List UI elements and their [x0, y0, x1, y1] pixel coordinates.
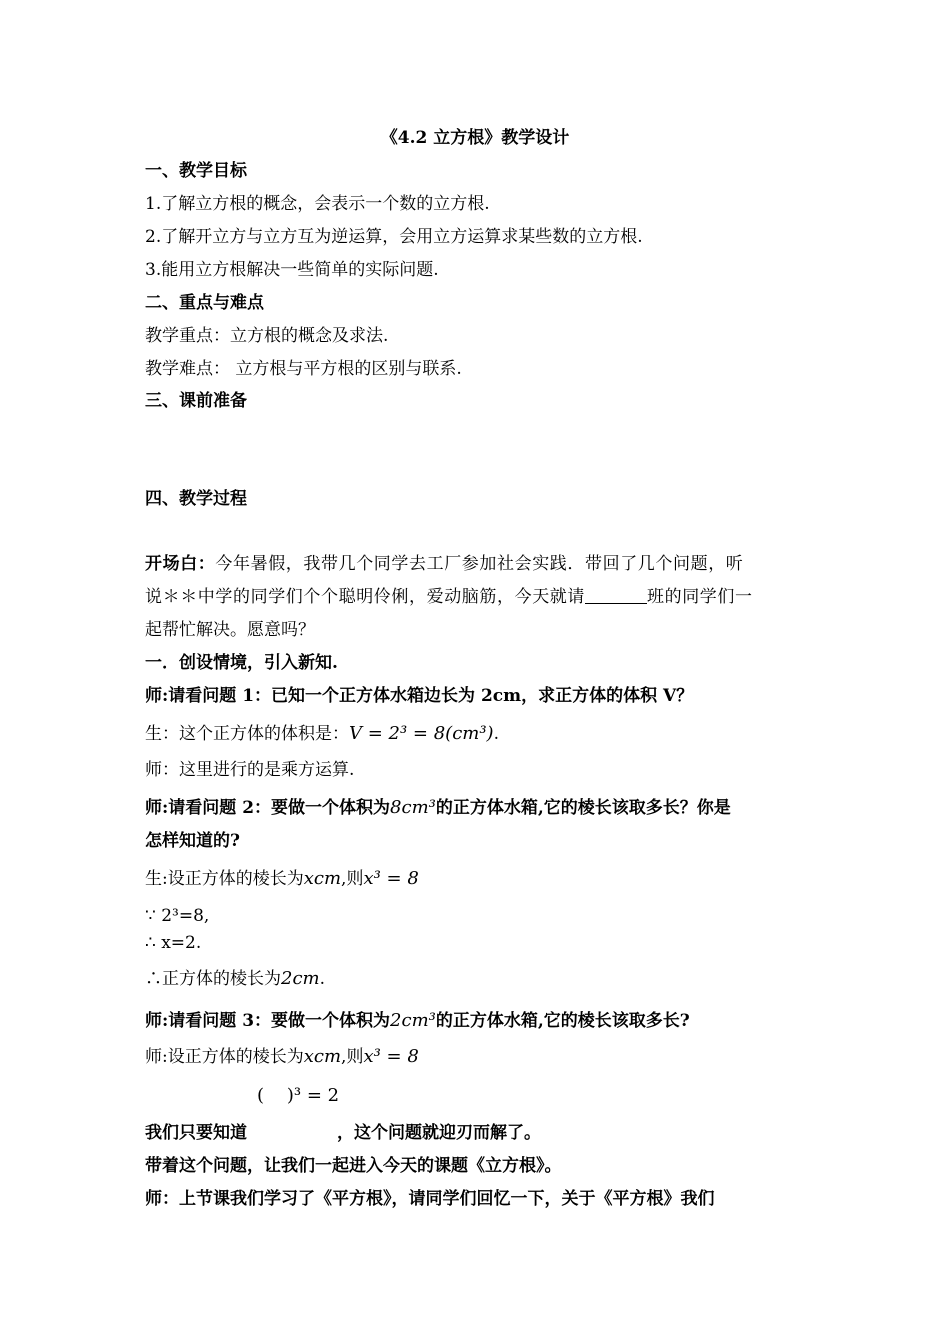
question-2-text-a: 师:请看问题 2：要做一个体积为 [145, 798, 391, 818]
review-line: 师：上节课我们学习了《平方根》，请同学们回忆一下，关于《平方根》我们 [145, 1189, 715, 1209]
teacher-answer-eq: x³ = 8 [363, 1046, 419, 1067]
teacher-answer [145, 1046, 419, 1068]
answer-1 [145, 723, 499, 745]
question-2-volume: 8cm³ [390, 797, 436, 818]
conclusion-end: . [319, 969, 326, 989]
section-heading-key-points: 二、重点与难点 [145, 293, 264, 313]
opening-line-2 [145, 586, 753, 608]
key-point: 教学重点：立方根的概念及求法. [145, 326, 389, 346]
opening-label: 开场白： [145, 554, 216, 574]
question-2-line-1 [145, 797, 731, 819]
question-3 [145, 1010, 690, 1032]
question-3-volume: 2cm³ [390, 1010, 436, 1031]
answer-1-text: 生：这个正方体的体积是： [145, 724, 349, 744]
conclusion-value: 2cm [281, 968, 320, 989]
student-answer-text-a: 生:设正方体的棱长为 [145, 869, 304, 889]
opening-text-1: 今年暑假，我带几个同学去工厂参加社会实践．带回了几个问题，听 [215, 554, 744, 574]
section-heading-objectives: 一、教学目标 [145, 161, 247, 181]
know-text-b: ，这个问题就迎刃而解了。 [337, 1123, 541, 1143]
question-3-text-b: 的正方体水箱,它的棱长该取多长? [435, 1011, 690, 1031]
question-1: 师:请看问题 1：已知一个正方体水箱边长为 2cm，求正方体的体积 V？ [145, 686, 694, 706]
opening-line-3: 起帮忙解决。愿意吗？ [145, 620, 315, 640]
topic-line: 带着这个问题，让我们一起进入今天的课题《立方根》。 [145, 1156, 562, 1176]
because-line: ∵ 2³=8, [145, 906, 210, 926]
objective-2: 2.了解开立方与立方互为逆运算，会用立方运算求某些数的立方根. [145, 227, 643, 247]
student-answer-var: xcm [303, 868, 342, 889]
answer-1-end: . [493, 724, 499, 744]
class-blank [585, 586, 647, 604]
teacher-answer-text-b: ,则 [341, 1047, 364, 1067]
conclusion-line [145, 968, 325, 990]
section-heading-preparation: 三、课前准备 [145, 391, 247, 411]
difficulty: 教学难点： 立方根与平方根的区别与联系. [145, 359, 462, 379]
document-title: 《4.2 立方根》教学设计 [380, 128, 570, 148]
question-2-line-2: 怎样知道的? [145, 831, 240, 851]
opening-text-2b: 班的同学们一 [647, 587, 753, 607]
answer-1-note: 师：这里进行的是乘方运算. [145, 760, 355, 780]
student-answer [145, 868, 419, 890]
student-answer-text-b: ,则 [341, 869, 364, 889]
conclusion-text: ∴正方体的棱长为 [145, 969, 281, 989]
volume-formula: V = 2³ = 8(cm³) [349, 723, 494, 744]
section-heading-process: 四、教学过程 [145, 489, 247, 509]
opening-line-1 [145, 553, 743, 575]
opening-text-2a: 说＊＊中学的同学们个个聪明伶俐，爱动脑筋，今天就请 [145, 587, 585, 607]
objective-3: 3.能用立方根解决一些简单的实际问题. [145, 260, 439, 280]
question-2-text-b: 的正方体水箱,它的棱长该取多长？你是 [435, 798, 731, 818]
blank-equation: ( )³ = 2 [257, 1085, 340, 1106]
student-answer-eq: x³ = 8 [363, 868, 419, 889]
teacher-answer-text-a: 师:设正方体的棱长为 [145, 1047, 304, 1067]
objective-1: 1.了解立方根的概念，会表示一个数的立方根. [145, 194, 490, 214]
know-line [145, 1122, 541, 1144]
therefore-line: ∴ x=2. [145, 933, 202, 953]
know-text-a: 我们只要知道 [145, 1123, 247, 1143]
part1-heading: 一．创设情境，引入新知. [145, 653, 338, 673]
question-3-text-a: 师:请看问题 3：要做一个体积为 [145, 1011, 391, 1031]
teacher-answer-var: xcm [303, 1046, 342, 1067]
